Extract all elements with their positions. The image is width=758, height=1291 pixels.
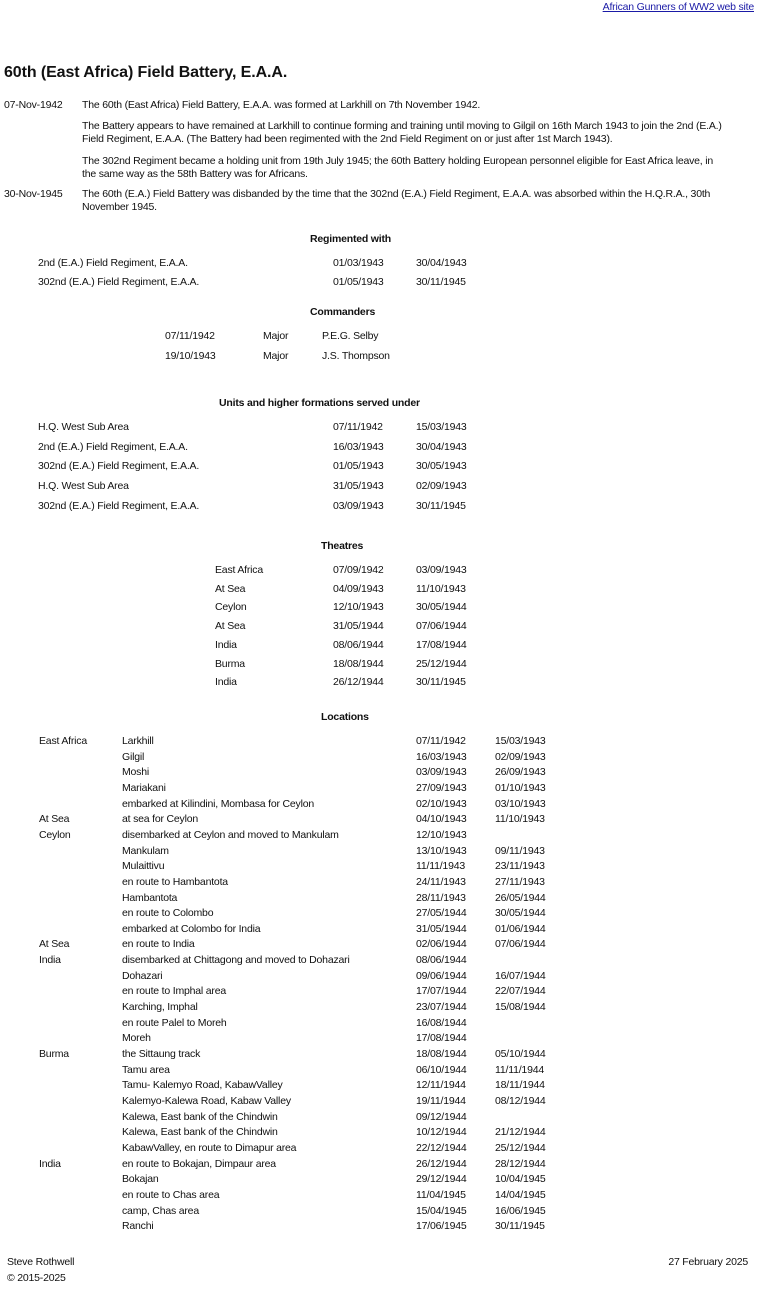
location-place: Karching, Imphal (122, 1001, 198, 1014)
section-heading: Units and higher formations served under (219, 397, 420, 409)
location-theatre: East Africa (39, 735, 87, 747)
location-place: en route to Colombo (122, 907, 214, 920)
date-from: 27/09/1943 (416, 781, 467, 794)
date-to: 18/11/1944 (495, 1079, 545, 1092)
unit-name: 302nd (E.A.) Field Regiment, E.A.A. (38, 460, 200, 473)
date-to: 17/08/1944 (416, 638, 467, 651)
date-from: 15/04/1945 (416, 1204, 467, 1217)
date-from: 29/12/1944 (416, 1173, 467, 1186)
date-to: 11/11/1944 (495, 1063, 544, 1076)
page-title: 60th (East Africa) Field Battery, E.A.A. (4, 64, 288, 81)
date-from: 01/05/1943 (333, 460, 384, 473)
location-place: en route Palel to Moreh (122, 1016, 227, 1029)
location-place: Moshi (122, 766, 150, 779)
location-place: Dohazari (122, 969, 163, 982)
date-from: 03/09/1943 (333, 499, 384, 512)
footer-author: Steve Rothwell (7, 1256, 75, 1268)
date-to: 30/11/1945 (416, 276, 466, 288)
date-from: 08/06/1944 (333, 638, 384, 651)
date-from: 22/12/1944 (416, 1141, 467, 1154)
date-from: 17/08/1944 (416, 1032, 467, 1045)
date-to: 14/04/1945 (495, 1188, 546, 1201)
location-place: en route to Bokajan, Dimpaur area (122, 1157, 276, 1170)
date-from: 04/10/1943 (416, 813, 467, 826)
date-from: 09/06/1944 (416, 969, 467, 982)
date-to: 02/09/1943 (416, 480, 467, 493)
location-place: embarked at Colombo for India (122, 922, 261, 935)
location-place: Moreh (122, 1032, 151, 1045)
date-from: 07/09/1942 (333, 564, 384, 576)
date-from: 12/10/1943 (333, 601, 384, 614)
location-theatre: Ceylon (39, 828, 71, 841)
footer-date: 27 February 2025 (668, 1256, 748, 1268)
date-from: 12/11/1944 (416, 1079, 466, 1092)
theatre-name: India (215, 638, 237, 651)
date-to: 07/06/1944 (495, 938, 546, 951)
theatre-name: Burma (215, 657, 245, 670)
commander-name: P.E.G. Selby (322, 330, 379, 342)
unit-name: 302nd (E.A.) Field Regiment, E.A.A. (38, 276, 200, 288)
location-place: Mulaittivu (122, 860, 165, 873)
date-from: 18/08/1944 (333, 657, 384, 670)
unit-name: H.Q. West Sub Area (38, 480, 129, 493)
footer-copyright: © 2015-2025 (7, 1272, 66, 1284)
date-to: 26/09/1943 (495, 766, 546, 779)
date-from: 07/11/1942 (416, 735, 466, 747)
location-place: Mariakani (122, 781, 166, 794)
history-date: 30-Nov-1945 (4, 188, 63, 200)
date-from: 13/10/1943 (416, 844, 467, 857)
location-place: en route to Hambantota (122, 875, 228, 888)
location-theatre: India (39, 1157, 61, 1170)
date-from: 08/06/1944 (416, 954, 467, 967)
location-theatre: Burma (39, 1048, 69, 1060)
theatre-name: East Africa (215, 564, 263, 576)
history-text: The Battery appears to have remained at Larkhill to continue forming and training until moving to Gilgil on 16th March 1943 to join the 2nd (E.A.) Field Regiment, E.A.A. (The Battery had been regimented with the 2nd Field Regiment on or just after 1st March 1943). (82, 120, 722, 145)
date-to: 08/12/1944 (495, 1094, 546, 1107)
commander-date: 07/11/1942 (165, 330, 215, 342)
location-place: embarked at Kilindini, Mombasa for Ceylon (122, 797, 314, 810)
location-place: Kalemyo-Kalewa Road, Kabaw Valley (122, 1094, 291, 1107)
date-from: 01/05/1943 (333, 276, 384, 288)
date-from: 24/11/1943 (416, 875, 466, 888)
location-place: en route to Imphal area (122, 985, 226, 998)
location-place: en route to Chas area (122, 1188, 220, 1201)
date-from: 26/12/1944 (416, 1157, 467, 1170)
date-from: 16/08/1944 (416, 1016, 467, 1029)
unit-name: 2nd (E.A.) Field Regiment, E.A.A. (38, 440, 188, 453)
date-from: 07/11/1942 (333, 421, 383, 433)
date-to: 30/11/1945 (495, 1220, 545, 1233)
date-from: 12/10/1943 (416, 828, 467, 841)
location-place: Kalewa, East bank of the Chindwin (122, 1110, 278, 1123)
date-from: 06/10/1944 (416, 1063, 467, 1076)
date-from: 11/04/1945 (416, 1188, 466, 1201)
date-from: 31/05/1944 (416, 922, 467, 935)
date-to: 30/05/1944 (495, 907, 546, 920)
location-place: Larkhill (122, 735, 154, 747)
date-from: 19/11/1944 (416, 1094, 466, 1107)
location-place: camp, Chas area (122, 1204, 199, 1217)
date-from: 09/12/1944 (416, 1110, 467, 1123)
theatre-name: At Sea (215, 620, 246, 633)
location-theatre: India (39, 954, 61, 967)
date-from: 10/12/1944 (416, 1126, 467, 1139)
date-from: 26/12/1944 (333, 676, 384, 689)
date-to: 10/04/1945 (495, 1173, 546, 1186)
date-from: 17/07/1944 (416, 985, 467, 998)
location-theatre: At Sea (39, 938, 70, 951)
location-place: the Sittaung track (122, 1048, 201, 1060)
date-to: 01/06/1944 (495, 922, 546, 935)
section-heading: Locations (321, 711, 369, 723)
date-from: 02/06/1944 (416, 938, 467, 951)
history-text: The 60th (E.A.) Field Battery was disbanded by the time that the 302nd (E.A.) Field Regiment, E.A.A. was absorbed within the H.Q.R.A., 30th November 1945. (82, 188, 711, 213)
date-to: 23/11/1943 (495, 860, 545, 873)
unit-name: H.Q. West Sub Area (38, 421, 129, 433)
date-from: 18/08/1944 (416, 1048, 467, 1060)
section-heading: Regimented with (310, 233, 392, 245)
date-to: 30/05/1943 (416, 460, 467, 473)
location-place: KabawValley, en route to Dimapur area (122, 1141, 297, 1154)
date-to: 05/10/1944 (495, 1048, 546, 1060)
date-to: 11/10/1943 (495, 813, 545, 826)
date-to: 26/05/1944 (495, 891, 546, 904)
theatre-name: India (215, 676, 237, 689)
commander-rank: Major (263, 330, 289, 342)
location-place: at sea for Ceylon (122, 813, 198, 826)
date-to: 15/03/1943 (416, 421, 467, 433)
date-from: 16/03/1943 (416, 750, 467, 763)
date-to: 09/11/1943 (495, 844, 545, 857)
location-place: Gilgil (122, 750, 145, 763)
date-to: 16/07/1944 (495, 969, 546, 982)
date-to: 03/10/1943 (495, 797, 546, 810)
location-place: Mankulam (122, 844, 169, 857)
date-to: 28/12/1944 (495, 1157, 546, 1170)
section-heading: Theatres (321, 540, 364, 552)
history-date: 07-Nov-1942 (4, 99, 63, 111)
date-from: 27/05/1944 (416, 907, 467, 920)
commander-date: 19/10/1943 (165, 350, 216, 362)
location-place: Kalewa, East bank of the Chindwin (122, 1126, 278, 1139)
location-place: Tamu- Kalemyo Road, KabawValley (122, 1079, 283, 1092)
date-to: 30/11/1945 (416, 676, 466, 689)
date-to: 16/06/1945 (495, 1204, 546, 1217)
date-to: 21/12/1944 (495, 1126, 546, 1139)
date-from: 28/11/1943 (416, 891, 466, 904)
location-place: Hambantota (122, 891, 178, 904)
location-place: Ranchi (122, 1220, 154, 1233)
location-place: Bokajan (122, 1173, 159, 1186)
theatre-name: Ceylon (215, 601, 247, 614)
location-place: Tamu area (122, 1063, 170, 1076)
date-to: 02/09/1943 (495, 750, 546, 763)
date-to: 22/07/1944 (495, 985, 546, 998)
date-to: 11/10/1943 (416, 582, 466, 595)
date-to: 15/03/1943 (495, 735, 546, 747)
date-to: 01/10/1943 (495, 781, 546, 794)
date-from: 01/03/1943 (333, 257, 384, 269)
section-heading: Commanders (310, 306, 376, 318)
date-from: 11/11/1943 (416, 860, 465, 873)
date-to: 07/06/1944 (416, 620, 467, 633)
theatre-name: At Sea (215, 582, 246, 595)
date-to: 30/05/1944 (416, 601, 467, 614)
date-to: 15/08/1944 (495, 1001, 546, 1014)
date-to: 25/12/1944 (495, 1141, 546, 1154)
unit-name: 2nd (E.A.) Field Regiment, E.A.A. (38, 257, 188, 269)
date-from: 02/10/1943 (416, 797, 467, 810)
date-from: 16/03/1943 (333, 440, 384, 453)
date-to: 27/11/1943 (495, 875, 545, 888)
date-from: 23/07/1944 (416, 1001, 467, 1014)
date-from: 04/09/1943 (333, 582, 384, 595)
commander-rank: Major (263, 350, 289, 362)
date-from: 03/09/1943 (416, 766, 467, 779)
unit-name: 302nd (E.A.) Field Regiment, E.A.A. (38, 499, 200, 512)
date-from: 31/05/1944 (333, 620, 384, 633)
site-home-link[interactable]: African Gunners of WW2 web site (602, 1, 754, 13)
date-to: 03/09/1943 (416, 564, 467, 576)
date-from: 31/05/1943 (333, 480, 384, 493)
location-place: en route to India (122, 938, 195, 951)
commander-name: J.S. Thompson (322, 350, 390, 362)
date-to: 30/04/1943 (416, 257, 467, 269)
location-place: disembarked at Chittagong and moved to Dohazari (122, 954, 350, 967)
location-place: disembarked at Ceylon and moved to Mankulam (122, 828, 339, 841)
date-to: 30/04/1943 (416, 440, 467, 453)
history-text: The 60th (East Africa) Field Battery, E.A.A. was formed at Larkhill on 7th November 1942. (82, 99, 481, 111)
location-theatre: At Sea (39, 813, 70, 826)
date-to: 30/11/1945 (416, 499, 466, 512)
date-to: 25/12/1944 (416, 657, 467, 670)
history-text: The 302nd Regiment became a holding unit from 19th July 1945; the 60th Battery holding European personnel eligible for East Africa leave, in the same way as the 58th Battery was for Africans. (82, 155, 713, 180)
date-from: 17/06/1945 (416, 1220, 467, 1233)
